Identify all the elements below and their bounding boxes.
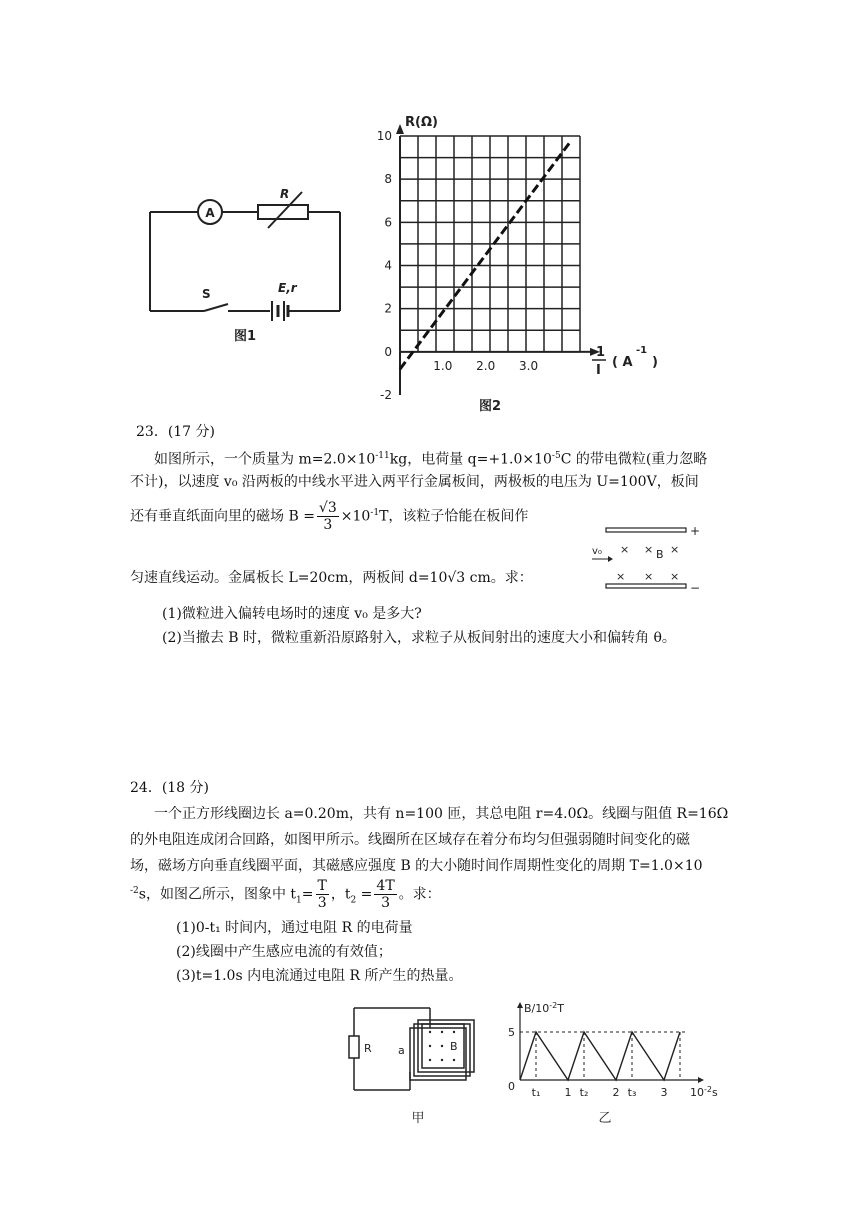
q24-line-2: 的外电阻连成闭合回路，如图甲所示。线圈所在区域存在着分布均匀但强弱随时间变化的磁 bbox=[130, 832, 690, 848]
lower-plate bbox=[606, 584, 686, 588]
x-tick-label: 3.0 bbox=[519, 358, 539, 373]
figure-jia-caption: 甲 bbox=[411, 1111, 425, 1126]
q24-line-3: 场，磁场方向垂直线圈平面，其磁感应强度 B 的大小随时间作周期性变化的周期 T=1.0×10 bbox=[130, 858, 703, 874]
q24-subquestion-2: (2)线圈中产生感应电流的有效值； bbox=[176, 944, 392, 960]
q24-line-1: 一个正方形线圈边长 a=0.20m，共有 n=100 匝，其总电阻 r=4.0Ω。线圈与阻值 R=16Ω bbox=[154, 806, 729, 822]
y-tick-label: 6 bbox=[384, 215, 392, 230]
bt-x-tick-label: t₁ bbox=[531, 1086, 541, 1099]
cross-6: × bbox=[670, 570, 680, 583]
resistor-symbol bbox=[349, 1036, 359, 1058]
q23-field-exponent: -1 bbox=[370, 507, 380, 518]
q23-line-2: 不计)，以速度 v₀ 沿两板的中线水平进入两平行金属板间，两极板的电压为 U=100V，板间 bbox=[130, 474, 699, 490]
bt-x-tick-label: t₃ bbox=[627, 1086, 637, 1099]
q24-t2-fraction bbox=[374, 878, 396, 911]
field-B-label: B bbox=[450, 1040, 458, 1053]
graph-x-label-unit: ( A bbox=[612, 355, 633, 370]
q23-text-charge-end: C 的带电微粒(重力忽略 bbox=[560, 451, 708, 468]
q23-line-1 bbox=[154, 446, 707, 470]
graph-x-label-denominator: I bbox=[596, 363, 601, 378]
x-tick-label: 1.0 bbox=[433, 358, 453, 373]
q23-subquestion-2: (2)当撤去 B 时，微粒重新沿原路射入，求粒子从板间射出的速度大小和偏转角 θ。 bbox=[162, 630, 676, 646]
bt-x-tick-label: 1 bbox=[564, 1086, 572, 1099]
plus-sign: + bbox=[690, 524, 701, 538]
q23-number: 23．(17 分) bbox=[136, 424, 216, 440]
q23-text-field: 还有垂直纸面向里的磁场 B = bbox=[130, 508, 315, 525]
figure-1-caption: 图1 bbox=[233, 329, 257, 344]
figure-yi-caption: 乙 bbox=[598, 1111, 612, 1126]
cross-2: × bbox=[644, 543, 654, 556]
q24-t2-subscript: 2 bbox=[350, 895, 357, 906]
q23-plates-figure bbox=[586, 520, 706, 600]
q23-line-3 bbox=[130, 500, 528, 533]
graph-data-line bbox=[400, 140, 571, 369]
upper-plate bbox=[606, 528, 686, 532]
q24-number: 24．(18 分) bbox=[130, 780, 210, 796]
figure-2-graph bbox=[360, 110, 680, 415]
graph-x-label-exponent: -1 bbox=[636, 345, 648, 356]
y-tick-label: 0 bbox=[384, 344, 392, 359]
bt-x-tick-label: t₂ bbox=[579, 1086, 589, 1099]
q24-line-4 bbox=[130, 878, 441, 911]
q24-eq1: = bbox=[301, 886, 314, 903]
fraction-numerator: T bbox=[317, 878, 327, 894]
cross-4: × bbox=[616, 570, 626, 583]
graph-x-label-close: ) bbox=[652, 355, 658, 370]
q23-charge-exponent: -5 bbox=[551, 451, 561, 461]
q23-line-4: 匀速直线运动。金属板长 L=20cm，两板间 d=10√3 cm。求： bbox=[130, 570, 533, 586]
q23-field-fraction bbox=[317, 500, 339, 533]
graph-x-label-numerator: 1 bbox=[596, 345, 606, 360]
y-tick-label: -2 bbox=[380, 388, 392, 402]
switch-label: S bbox=[202, 287, 211, 301]
rheostat-label: R bbox=[280, 187, 290, 201]
bt-triangle-wave bbox=[520, 1032, 680, 1080]
figure-jia-coil-circuit bbox=[340, 1000, 490, 1130]
q24-subquestion-3: (3)t=1.0s 内电流通过电阻 R 所产生的热量。 bbox=[176, 968, 463, 984]
ammeter-label: A bbox=[205, 206, 215, 220]
field-label: B bbox=[656, 548, 664, 561]
fraction-denominator: 3 bbox=[323, 517, 333, 533]
bt-x-unit: $10^{-2}s$ bbox=[690, 1085, 718, 1099]
bt-origin: 0 bbox=[508, 1080, 515, 1093]
figure-2-caption: 图2 bbox=[478, 399, 502, 414]
cross-3: × bbox=[670, 543, 680, 556]
y-axis-arrow bbox=[396, 124, 404, 134]
resistor-label: R bbox=[364, 1042, 372, 1055]
q24-text-time: s，如图乙所示，图象中 t bbox=[138, 886, 297, 903]
cross-5: × bbox=[644, 570, 654, 583]
y-tick-label: 10 bbox=[376, 129, 392, 143]
q24-eq2: = bbox=[356, 886, 373, 903]
bt-x-tick-label: 2 bbox=[612, 1086, 620, 1099]
y-tick-label: 4 bbox=[384, 258, 392, 273]
q23-text-field-end: T，该粒子恰能在板间作 bbox=[379, 508, 529, 525]
bt-x-ticks bbox=[532, 1086, 668, 1099]
q23-text-field-power: ×10 bbox=[340, 508, 371, 525]
data-line-segment bbox=[400, 140, 571, 369]
q24-t1-fraction bbox=[316, 878, 329, 911]
battery-label: E,r bbox=[278, 281, 297, 295]
q23-subquestion-1: (1)微粒进入偏转电场时的速度 v₀ 是多大? bbox=[162, 606, 422, 622]
minus-sign: − bbox=[690, 581, 701, 595]
q23-mass-exponent: -11 bbox=[375, 451, 390, 461]
velocity-label: v₀ bbox=[592, 546, 602, 557]
cross-1: × bbox=[620, 543, 630, 556]
q24-text-t2: ，t bbox=[330, 886, 351, 903]
q24-period-exponent: -2 bbox=[130, 885, 139, 896]
q24-t1-subscript: 1 bbox=[296, 895, 302, 906]
bt-y-label: $B/10^{-2}T$ bbox=[524, 1001, 564, 1015]
fraction-denominator: 3 bbox=[381, 895, 390, 911]
bt-y-tick-5: 5 bbox=[508, 1026, 515, 1039]
fraction-numerator: √3 bbox=[318, 500, 337, 516]
fraction-numerator: 4T bbox=[376, 878, 395, 894]
y-tick-label: 8 bbox=[384, 172, 392, 187]
graph-grid bbox=[396, 124, 600, 395]
triangle-wave-line bbox=[520, 1032, 680, 1080]
figure-1-circuit bbox=[140, 180, 360, 350]
q24-text-end: 。求： bbox=[398, 886, 441, 903]
fraction-denominator: 3 bbox=[317, 895, 327, 911]
q24-subquestion-1: (1)0-t₁ 时间内，通过电阻 R 的电荷量 bbox=[176, 920, 413, 936]
side-length-label: a bbox=[398, 1044, 405, 1057]
q23-text-mass: 如图所示，一个质量为 m=2.0×10 bbox=[154, 451, 376, 468]
q23-text-charge: kg，电荷量 q=+1.0×10 bbox=[389, 451, 552, 468]
y-tick-label: 2 bbox=[384, 301, 392, 316]
bt-x-tick-label: 3 bbox=[660, 1086, 668, 1099]
graph-y-axis-label: R(Ω) bbox=[405, 115, 438, 130]
x-tick-label: 2.0 bbox=[476, 358, 496, 373]
figure-yi-bt-graph bbox=[500, 1000, 740, 1130]
